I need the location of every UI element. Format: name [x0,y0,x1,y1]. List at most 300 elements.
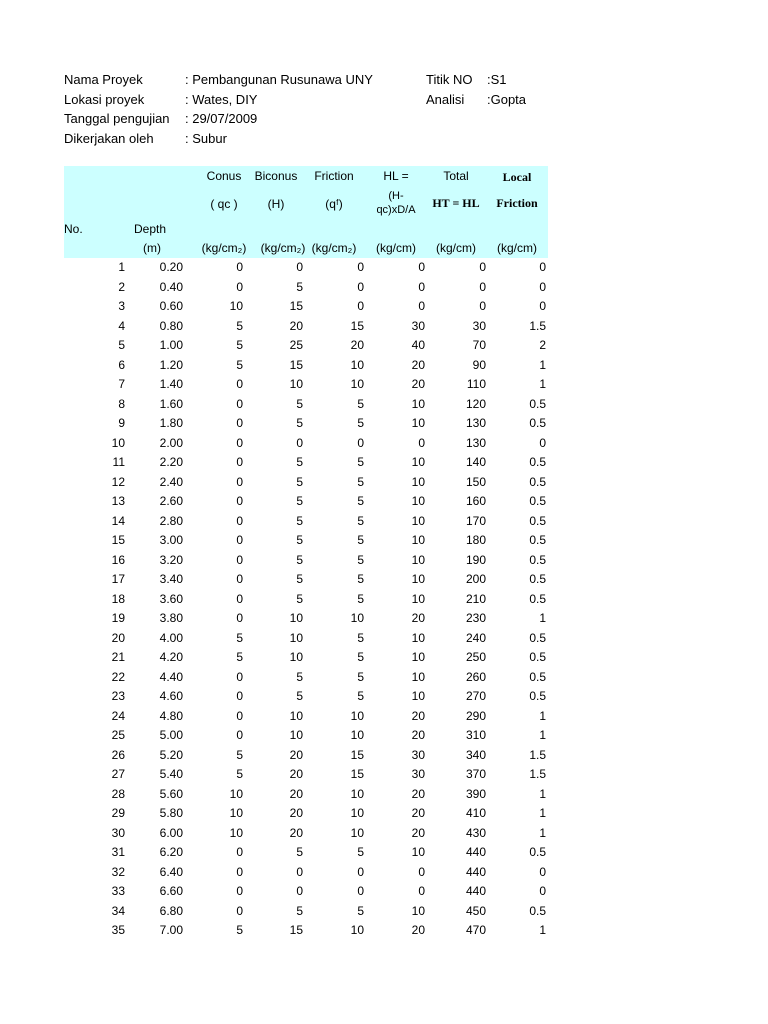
row-hl-cell: 10 [411,474,425,489]
performed-by-label: Dikerjakan oleh [64,130,154,146]
row-friction-cell: 5 [357,572,364,586]
row-no-cell: 8 [118,396,125,411]
row-hl-cell: 20 [411,611,425,625]
header-local-unit: (kg/cm) [497,241,537,255]
row-no-cell: 25 [111,728,125,742]
table-row [64,804,548,824]
row-no-cell: 33 [111,884,125,898]
row-no-cell: 10 [111,435,125,450]
row-total-cell: 30 [472,318,486,333]
row-biconus-cell: 5 [296,416,303,430]
row-biconus-cell: 20 [289,806,303,820]
row-hl-cell: 20 [411,806,425,820]
row-total-cell: 70 [472,338,486,352]
header-no: No. [64,222,83,236]
row-no-cell: 13 [111,494,125,508]
row-depth-cell: 6.20 [159,845,183,859]
row-biconus-cell: 5 [296,591,303,606]
row-depth-cell: 6.60 [159,884,183,898]
row-hl-cell: 10 [411,903,425,918]
row-local-friction-cell: 0 [539,864,546,879]
row-conus-cell: 0 [236,611,243,625]
header-friction: Friction [314,169,354,183]
row-no-cell: 5 [118,338,125,352]
row-depth-cell: 4.20 [159,650,183,664]
row-hl-cell: 10 [411,630,425,645]
row-biconus-cell: 5 [296,903,303,918]
row-biconus-cell: 5 [296,279,303,294]
location-value: : Wates, DIY [185,91,258,107]
row-conus-cell: 0 [236,591,243,606]
row-friction-cell: 15 [350,767,364,781]
row-total-cell: 180 [465,533,486,547]
row-no-cell: 21 [111,650,125,664]
table-row [64,921,548,941]
row-total-cell: 190 [465,552,486,567]
row-total-cell: 130 [465,435,486,450]
row-friction-cell: 5 [357,533,364,547]
row-hl-cell: 0 [418,884,425,898]
row-no-cell: 20 [111,630,125,645]
header-hl: HL = [383,169,409,183]
row-depth-cell: 7.00 [159,923,183,937]
row-hl-cell: 20 [411,923,425,937]
row-biconus-cell: 5 [296,396,303,411]
row-local-friction-cell: 0.5 [529,630,546,645]
row-friction-cell: 5 [357,669,364,684]
row-no-cell: 14 [111,513,125,528]
row-conus-cell: 0 [236,513,243,528]
row-friction-cell: 0 [357,260,364,274]
table-row [64,512,548,532]
row-friction-cell: 10 [350,923,364,937]
row-biconus-cell: 10 [289,377,303,391]
row-conus-cell: 0 [236,435,243,450]
row-no-cell: 29 [111,806,125,820]
row-total-cell: 170 [465,513,486,528]
row-local-friction-cell: 0.5 [529,845,546,859]
row-total-cell: 200 [465,572,486,586]
table-row [64,570,548,590]
row-total-cell: 290 [465,708,486,723]
row-conus-cell: 10 [229,806,243,820]
row-local-friction-cell: 0 [539,884,546,898]
table-row [64,356,548,376]
row-hl-cell: 40 [411,338,425,352]
row-local-friction-cell: 0.5 [529,689,546,703]
table-row [64,414,548,434]
row-friction-cell: 10 [350,377,364,391]
row-depth-cell: 3.20 [159,552,183,567]
table-row [64,863,548,883]
row-local-friction-cell: 1.5 [529,318,546,333]
row-biconus-cell: 5 [296,513,303,528]
row-hl-cell: 30 [411,747,425,762]
row-friction-cell: 5 [357,455,364,469]
row-conus-cell: 0 [236,416,243,430]
row-total-cell: 430 [465,825,486,840]
row-biconus-cell: 0 [296,435,303,450]
header-hl-formula-line1: (H- [388,190,404,202]
row-hl-cell: 10 [411,572,425,586]
header-total-formula: HT = HL [432,196,480,210]
row-total-cell: 410 [465,806,486,820]
row-hl-cell: 20 [411,357,425,372]
row-hl-cell: 0 [418,864,425,879]
header-conus: Conus [206,169,242,183]
row-conus-cell: 0 [236,572,243,586]
row-biconus-cell: 20 [289,786,303,801]
row-biconus-cell: 5 [296,533,303,547]
table-row [64,765,548,785]
row-no-cell: 15 [111,533,125,547]
table-row [64,336,548,356]
row-conus-cell: 0 [236,533,243,547]
row-total-cell: 440 [465,884,486,898]
row-depth-cell: 1.20 [159,357,183,372]
row-friction-cell: 0 [357,279,364,294]
row-total-cell: 110 [466,377,486,391]
row-total-cell: 140 [465,455,486,469]
row-depth-cell: 2.40 [159,474,183,489]
row-local-friction-cell: 0 [539,279,546,294]
row-no-cell: 23 [111,689,125,703]
row-total-cell: 340 [465,747,486,762]
row-depth-cell: 3.80 [159,611,183,625]
row-conus-cell: 0 [236,474,243,489]
row-biconus-cell: 10 [289,630,303,645]
table-row [64,629,548,649]
row-local-friction-cell: 2 [539,338,546,352]
header-local-friction: Friction [496,196,538,210]
row-hl-cell: 30 [411,767,425,781]
row-local-friction-cell: 0.5 [529,591,546,606]
header-biconus-symbol: (H) [267,197,285,211]
row-hl-cell: 0 [418,299,425,313]
row-friction-cell: 5 [357,689,364,703]
row-local-friction-cell: 0.5 [529,903,546,918]
row-hl-cell: 10 [411,845,425,859]
table-row [64,297,548,317]
row-biconus-cell: 5 [296,689,303,703]
row-total-cell: 230 [465,611,486,625]
row-no-cell: 2 [118,279,125,294]
row-local-friction-cell: 0.5 [529,455,546,469]
row-friction-cell: 0 [357,884,364,898]
row-friction-cell: 5 [357,474,364,489]
row-biconus-cell: 10 [289,708,303,723]
row-friction-cell: 10 [350,786,364,801]
row-no-cell: 17 [111,572,125,586]
row-biconus-cell: 0 [296,864,303,879]
row-local-friction-cell: 0.5 [529,669,546,684]
row-conus-cell: 0 [236,396,243,411]
row-total-cell: 240 [465,630,486,645]
row-conus-cell: 0 [236,552,243,567]
row-friction-cell: 5 [357,650,364,664]
row-depth-cell: 5.20 [159,747,183,762]
row-depth-cell: 2.60 [159,494,183,508]
row-total-cell: 250 [465,650,486,664]
row-total-cell: 0 [479,260,486,274]
row-no-cell: 18 [111,591,125,606]
row-local-friction-cell: 1 [539,786,546,801]
row-biconus-cell: 15 [289,357,303,372]
row-conus-cell: 10 [229,299,243,313]
row-hl-cell: 20 [411,377,425,391]
point-no-value: :S1 [487,72,507,87]
row-depth-cell: 5.60 [159,786,183,801]
row-hl-cell: 20 [411,786,425,801]
table-row [64,785,548,805]
row-biconus-cell: 15 [289,299,303,313]
row-local-friction-cell: 1 [539,728,546,742]
row-no-cell: 32 [111,864,125,879]
row-local-friction-cell: 0.5 [529,533,546,547]
table-row [64,668,548,688]
row-biconus-cell: 20 [289,825,303,840]
table-row [64,590,548,610]
row-no-cell: 3 [118,299,125,313]
table-row [64,882,548,902]
row-local-friction-cell: 1.5 [529,767,546,781]
row-biconus-cell: 10 [289,650,303,664]
row-friction-cell: 10 [350,708,364,723]
row-no-cell: 4 [118,318,125,333]
row-biconus-cell: 5 [296,455,303,469]
row-friction-cell: 15 [350,318,364,333]
row-conus-cell: 5 [236,318,243,333]
row-local-friction-cell: 1 [539,357,546,372]
header-biconus-unit: (kg/cm₂) [260,241,306,255]
row-local-friction-cell: 0.5 [529,650,546,664]
row-no-cell: 22 [111,669,125,684]
row-hl-cell: 20 [411,728,425,742]
row-biconus-cell: 5 [296,474,303,489]
table-row [64,258,548,278]
row-friction-cell: 5 [357,513,364,528]
row-depth-cell: 4.40 [159,669,183,684]
table-row [64,375,548,395]
row-no-cell: 30 [111,825,125,840]
header-local: Local [502,170,532,184]
row-no-cell: 19 [111,611,125,625]
row-friction-cell: 5 [357,630,364,645]
row-friction-cell: 0 [357,435,364,450]
row-local-friction-cell: 0 [539,260,546,274]
row-depth-cell: 0.40 [159,279,183,294]
table-row [64,453,548,473]
row-conus-cell: 5 [236,630,243,645]
table-row [64,902,548,922]
row-total-cell: 260 [465,669,486,684]
row-total-cell: 120 [465,396,486,411]
row-conus-cell: 5 [236,650,243,664]
row-conus-cell: 0 [236,845,243,859]
row-hl-cell: 0 [418,260,425,274]
row-local-friction-cell: 0.5 [529,572,546,586]
row-depth-cell: 3.40 [159,572,183,586]
header-depth: Depth [134,222,167,236]
row-conus-cell: 5 [236,923,243,937]
header-total-unit: (kg/cm) [436,241,476,255]
row-no-cell: 27 [111,767,125,781]
row-biconus-cell: 10 [289,611,303,625]
row-friction-cell: 0 [357,299,364,313]
row-conus-cell: 5 [236,747,243,762]
row-total-cell: 440 [465,845,486,859]
row-hl-cell: 0 [418,435,425,450]
header-conus-symbol: ( qᴄ ) [210,197,238,211]
row-local-friction-cell: 0.5 [529,552,546,567]
row-depth-cell: 5.80 [159,806,183,820]
row-local-friction-cell: 0.5 [529,494,546,508]
table-row [64,824,548,844]
row-conus-cell: 5 [236,767,243,781]
row-depth-cell: 6.40 [159,864,183,879]
row-biconus-cell: 15 [289,923,303,937]
row-no-cell: 9 [118,416,125,430]
row-no-cell: 11 [112,455,125,469]
row-local-friction-cell: 0.5 [529,513,546,528]
row-biconus-cell: 10 [289,728,303,742]
row-friction-cell: 15 [350,747,364,762]
row-total-cell: 440 [465,864,486,879]
row-no-cell: 28 [111,786,125,801]
header-depth-unit: (m) [143,241,161,255]
header-hl-formula-line2: qᴄ)xD/A [376,204,416,216]
row-conus-cell: 0 [236,903,243,918]
row-total-cell: 470 [465,923,486,937]
row-local-friction-cell: 1 [539,377,546,391]
table-body [64,258,548,941]
row-conus-cell: 0 [236,884,243,898]
row-depth-cell: 1.80 [159,416,183,430]
row-depth-cell: 4.00 [159,630,183,645]
table-row [64,531,548,551]
row-total-cell: 390 [465,786,486,801]
row-local-friction-cell: 0.5 [529,416,546,430]
project-name-label: Nama Proyek [64,72,143,87]
header-conus-unit: (kg/cm₂) [201,241,247,255]
row-friction-cell: 5 [357,396,364,411]
row-biconus-cell: 25 [289,338,303,352]
table-row [64,726,548,746]
header-hl-unit: (kg/cm) [376,241,416,255]
header-biconus: Biconus [254,169,298,183]
row-total-cell: 370 [465,767,486,781]
row-biconus-cell: 5 [296,669,303,684]
row-hl-cell: 10 [411,416,425,430]
table-row [64,434,548,454]
row-no-cell: 24 [111,708,125,723]
row-no-cell: 6 [118,357,125,372]
row-hl-cell: 20 [411,708,425,723]
performed-by-value: : Subur [185,130,227,146]
row-depth-cell: 1.40 [159,377,183,391]
row-total-cell: 90 [472,357,486,372]
row-conus-cell: 10 [229,786,243,801]
table-row [64,609,548,629]
row-friction-cell: 20 [350,338,364,352]
row-local-friction-cell: 0.5 [529,474,546,489]
row-local-friction-cell: 0 [539,435,546,450]
row-local-friction-cell: 1 [539,825,546,840]
row-depth-cell: 6.80 [159,903,183,918]
row-conus-cell: 0 [236,864,243,879]
table-row [64,278,548,298]
row-friction-cell: 10 [350,806,364,820]
row-depth-cell: 3.00 [159,533,183,547]
row-total-cell: 0 [479,299,486,313]
test-date-value: : 29/07/2009 [185,111,258,126]
row-local-friction-cell: 1.5 [529,747,546,762]
row-biconus-cell: 20 [289,747,303,762]
row-friction-cell: 5 [357,903,364,918]
row-no-cell: 1 [118,260,125,274]
row-depth-cell: 0.80 [159,318,183,333]
analyst-label: Analisi [426,91,465,107]
row-hl-cell: 0 [418,279,425,294]
table-row [64,317,548,337]
row-hl-cell: 10 [411,494,425,508]
row-friction-cell: 5 [357,552,364,567]
row-no-cell: 34 [111,903,125,918]
row-friction-cell: 0 [357,864,364,879]
row-biconus-cell: 5 [296,494,303,508]
row-depth-cell: 4.80 [159,708,183,723]
row-total-cell: 270 [465,689,486,703]
row-local-friction-cell: 1 [539,806,546,820]
row-friction-cell: 5 [357,416,364,430]
row-friction-cell: 5 [357,494,364,508]
row-hl-cell: 10 [411,513,425,528]
row-conus-cell: 0 [236,728,243,742]
row-total-cell: 160 [465,494,486,508]
row-biconus-cell: 5 [296,845,303,859]
row-conus-cell: 10 [229,825,243,840]
table-row [64,395,548,415]
row-depth-cell: 0.20 [159,260,183,274]
project-name-value: : Pembangunan Rusunawa UNY [185,72,373,87]
row-depth-cell: 5.40 [159,767,183,781]
row-total-cell: 150 [465,474,486,489]
row-conus-cell: 0 [236,377,243,391]
row-conus-cell: 0 [236,455,243,469]
row-depth-cell: 4.60 [159,689,183,703]
row-conus-cell: 0 [236,708,243,723]
row-hl-cell: 30 [411,318,425,333]
row-friction-cell: 10 [350,728,364,742]
row-hl-cell: 10 [411,669,425,684]
row-local-friction-cell: 1 [539,923,546,937]
row-total-cell: 130 [465,416,486,430]
row-depth-cell: 0.60 [159,299,183,313]
row-no-cell: 7 [118,377,125,391]
row-biconus-cell: 20 [289,318,303,333]
row-total-cell: 310 [465,728,486,742]
row-depth-cell: 6.00 [159,825,183,840]
row-friction-cell: 10 [350,611,364,625]
row-no-cell: 12 [111,474,125,489]
table-row [64,648,548,668]
row-no-cell: 26 [111,747,125,762]
row-total-cell: 0 [479,279,486,294]
row-friction-cell: 5 [357,845,364,859]
row-friction-cell: 10 [350,825,364,840]
table-row [64,843,548,863]
row-depth-cell: 1.60 [159,396,183,411]
